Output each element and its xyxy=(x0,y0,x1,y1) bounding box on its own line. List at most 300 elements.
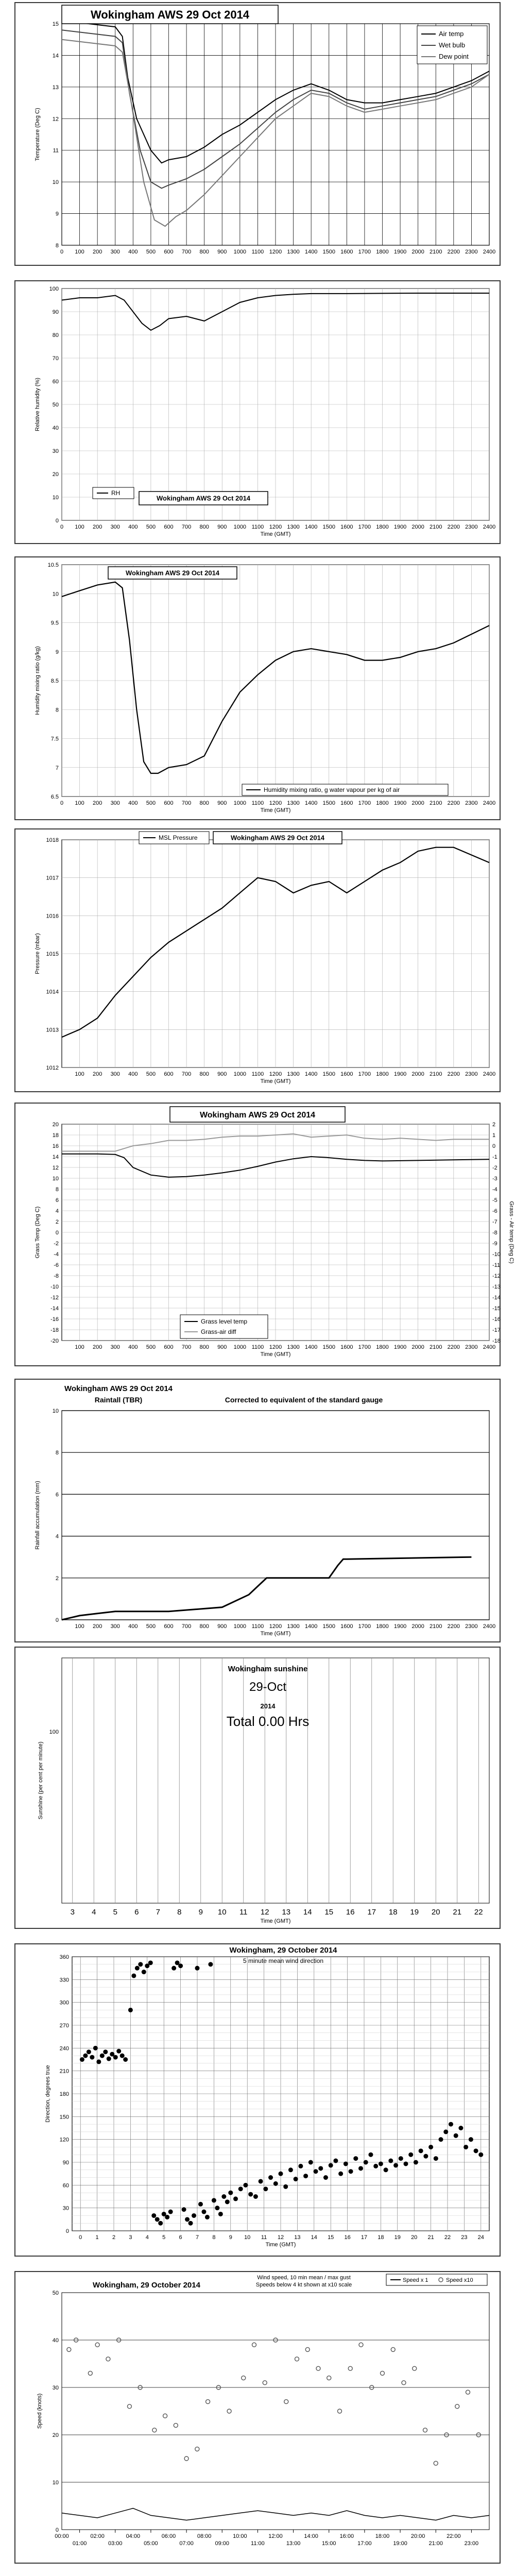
data-point xyxy=(208,1962,213,1967)
x-tick-label: 0 xyxy=(60,249,64,255)
data-point xyxy=(464,2145,468,2149)
data-point xyxy=(100,2054,105,2058)
x-tick-label: 300 xyxy=(110,1344,120,1350)
x-tick-label: 2400 xyxy=(483,1623,496,1630)
y2-tick-label: -12 xyxy=(492,1273,501,1279)
x-tick-label: 1500 xyxy=(322,1344,335,1350)
y-tick-label: 360 xyxy=(59,1954,69,1960)
data-point xyxy=(233,2196,238,2201)
y-tick-label: -12 xyxy=(50,1295,59,1301)
x-tick-label: 0 xyxy=(60,800,64,806)
x-tick-label: 600 xyxy=(164,1344,174,1350)
x-tick-label: 200 xyxy=(92,1071,102,1077)
data-point xyxy=(116,2049,121,2054)
panel-rainfall xyxy=(14,1379,501,1642)
x-tick-label: 22 xyxy=(444,2234,451,2241)
y-tick-label: 0 xyxy=(55,2527,59,2533)
x-tick-label: 200 xyxy=(92,1623,102,1630)
x-tick-label: 20 xyxy=(411,2234,418,2241)
data-point xyxy=(379,2161,383,2166)
x-tick-label: 02:00 xyxy=(90,2533,105,2539)
x-tick-label: 1600 xyxy=(340,800,353,806)
y-tick-label: 8 xyxy=(55,1450,59,1456)
y2-tick-label: -13 xyxy=(492,1284,501,1290)
x-tick-label: 1100 xyxy=(251,1344,264,1350)
x-tick-label: 1000 xyxy=(233,1071,247,1077)
x-tick-label: 1700 xyxy=(358,1344,371,1350)
data-point xyxy=(338,2172,343,2176)
y-tick-label: 10 xyxy=(52,1176,59,1182)
x-tick-label: 700 xyxy=(181,1071,192,1077)
data-point xyxy=(218,2212,223,2216)
x-tick-label: 1200 xyxy=(269,1344,282,1350)
panel-temperature xyxy=(14,2,501,266)
y-tick-label: 30 xyxy=(52,2385,59,2391)
x-axis-label: Time (GMT) xyxy=(260,1631,291,1637)
x-tick-label: 500 xyxy=(146,1344,156,1350)
x-tick-label: 19:00 xyxy=(393,2540,407,2547)
x-tick-label: 1000 xyxy=(233,249,247,255)
x-tick-label: 15 xyxy=(324,1908,334,1917)
x-tick-label: 600 xyxy=(164,524,174,530)
x-tick-label: 2100 xyxy=(430,524,442,530)
data-point xyxy=(478,2153,483,2157)
x-tick-label: 1400 xyxy=(304,800,318,806)
x-tick-label: 200 xyxy=(92,800,102,806)
x-tick-label: 400 xyxy=(128,800,138,806)
data-point xyxy=(80,2057,84,2062)
x-tick-label: 1200 xyxy=(269,1623,282,1630)
x-tick-label: 0 xyxy=(60,524,64,530)
x-tick-label: 15:00 xyxy=(321,2540,336,2547)
data-point xyxy=(123,2057,128,2062)
y-tick-label: 30 xyxy=(62,2205,69,2212)
x-tick-label: 800 xyxy=(199,524,209,530)
x-tick-label: 2200 xyxy=(447,1344,460,1350)
data-point xyxy=(414,2160,418,2165)
data-point xyxy=(138,1962,143,1967)
y-tick-label: 70 xyxy=(52,355,59,362)
y-tick-label: 6.5 xyxy=(50,794,59,800)
data-point xyxy=(171,1966,176,1971)
x-tick-label: 10:00 xyxy=(233,2533,247,2539)
x-tick-label: 500 xyxy=(146,1623,156,1630)
data-point xyxy=(243,2183,248,2188)
x-tick-label: 2300 xyxy=(465,524,478,530)
y-tick-label: 10.5 xyxy=(47,562,59,568)
x-tick-label: 2200 xyxy=(447,249,460,255)
y2-tick-label: 0 xyxy=(492,1143,496,1149)
y-tick-label: 100 xyxy=(49,286,59,292)
x-tick-label: 3 xyxy=(129,2234,132,2241)
x-tick-label: 4 xyxy=(92,1908,96,1917)
x-tick-label: 100 xyxy=(75,524,84,530)
data-point xyxy=(358,2166,363,2171)
data-point xyxy=(128,2008,133,2012)
chart-title: Wokingham sunshine xyxy=(228,1665,308,1673)
y-tick-label: 1012 xyxy=(46,1065,59,1071)
data-point xyxy=(113,2055,118,2060)
x-tick-label: 200 xyxy=(92,524,102,530)
x-tick-label: 08:00 xyxy=(197,2533,212,2539)
x-tick-label: 1300 xyxy=(287,524,300,530)
y-tick-label: 10 xyxy=(52,179,59,186)
legend-label: MSL Pressure xyxy=(159,834,198,841)
x-tick-label: 1200 xyxy=(269,524,282,530)
y-tick-label: 8 xyxy=(55,243,59,249)
data-point xyxy=(353,2156,358,2161)
chart-rainfall xyxy=(15,1380,502,1643)
y-tick-label: 15 xyxy=(52,21,59,27)
x-tick-label: 1400 xyxy=(304,1623,318,1630)
data-point xyxy=(195,1966,200,1971)
chart-subtitle-1: Wind speed, 10 min mean / max gust xyxy=(257,2275,351,2281)
plot-area xyxy=(62,2293,489,2530)
data-point xyxy=(404,2161,408,2166)
x-tick-label: 18:00 xyxy=(375,2533,390,2539)
chart-title: Wokingham AWS 29 Oct 2014 xyxy=(199,1110,316,1120)
x-tick-label: 1400 xyxy=(304,1071,318,1077)
x-tick-label: 2300 xyxy=(465,1344,478,1350)
data-point xyxy=(449,2122,453,2127)
data-point xyxy=(458,2126,463,2130)
x-tick-label: 900 xyxy=(217,524,227,530)
x-tick-label: 23 xyxy=(461,2234,468,2241)
x-tick-label: 1900 xyxy=(393,800,407,806)
data-point xyxy=(83,2054,88,2058)
x-tick-label: 700 xyxy=(181,249,192,255)
x-tick-label: 1300 xyxy=(287,800,300,806)
x-tick-label: 600 xyxy=(164,1071,174,1077)
y-tick-label: 6 xyxy=(55,1197,59,1204)
data-point xyxy=(103,2049,108,2054)
data-point xyxy=(384,2167,388,2172)
y-tick-label: 2 xyxy=(55,1575,59,1582)
y-tick-label: 1014 xyxy=(46,989,59,995)
data-point xyxy=(329,2163,333,2167)
x-tick-label: 100 xyxy=(75,1344,84,1350)
y-tick-label: 0 xyxy=(55,1230,59,1236)
y-tick-label: 12 xyxy=(52,116,59,123)
y2-tick-label: -7 xyxy=(492,1219,497,1225)
x-tick-label: 13:00 xyxy=(286,2540,301,2547)
x-tick-label: 6 xyxy=(179,2234,182,2241)
x-tick-label: 900 xyxy=(217,800,227,806)
chart-temperature xyxy=(15,3,502,267)
x-tick-label: 2200 xyxy=(447,1071,460,1077)
legend-label: RH xyxy=(111,489,121,497)
y-tick-label: 20 xyxy=(52,471,59,478)
x-tick-label: 2100 xyxy=(430,1071,442,1077)
x-tick-label: 2400 xyxy=(483,249,496,255)
data-point xyxy=(228,2191,233,2195)
x-tick-label: 19 xyxy=(410,1908,419,1917)
x-tick-label: 14:00 xyxy=(304,2533,318,2539)
y-tick-label: -18 xyxy=(50,1327,59,1333)
y-tick-label: 1017 xyxy=(46,875,59,882)
x-axis-label: Time (GMT) xyxy=(260,1351,291,1358)
panel-wind-speed xyxy=(14,2271,501,2564)
y2-tick-label: -2 xyxy=(492,1165,497,1171)
x-tick-label: 1600 xyxy=(340,249,353,255)
y2-tick-label: -6 xyxy=(492,1208,497,1214)
data-point xyxy=(303,2174,308,2178)
data-point xyxy=(198,2202,203,2207)
chart-wind-speed xyxy=(15,2272,502,2565)
data-point xyxy=(253,2194,258,2199)
x-tick-label: 500 xyxy=(146,249,156,255)
x-tick-label: 100 xyxy=(75,1623,84,1630)
x-tick-label: 1700 xyxy=(358,800,371,806)
x-tick-label: 1900 xyxy=(393,1071,407,1077)
data-point xyxy=(294,2177,298,2181)
y-tick-label: 330 xyxy=(59,1977,69,1984)
x-tick-label: 400 xyxy=(128,1344,138,1350)
y-tick-label: -6 xyxy=(54,1262,59,1268)
x-tick-label: 2000 xyxy=(411,800,424,806)
x-tick-label: 500 xyxy=(146,1071,156,1077)
x-tick-label: 1200 xyxy=(269,800,282,806)
data-point xyxy=(308,2160,313,2165)
x-tick-label: 800 xyxy=(199,800,209,806)
x-tick-label: 2400 xyxy=(483,800,496,806)
x-tick-label: 400 xyxy=(128,1071,138,1077)
y-tick-label: 9 xyxy=(55,211,59,217)
y-tick-label: 100 xyxy=(49,1728,59,1735)
x-tick-label: 1300 xyxy=(287,1071,300,1077)
x-tick-label: 10 xyxy=(244,2234,251,2241)
x-tick-label: 800 xyxy=(199,1071,209,1077)
panel-grass-temp xyxy=(14,1103,514,1366)
x-tick-label: 18 xyxy=(388,1908,398,1917)
y2-tick-label: -18 xyxy=(492,1338,501,1344)
x-tick-label: 2100 xyxy=(430,1344,442,1350)
y-tick-label: 50 xyxy=(52,402,59,408)
chart-subtitle: 5 minute mean wind direction xyxy=(243,1957,324,1964)
legend-label: Speed x10 xyxy=(446,2277,473,2283)
x-tick-label: 14 xyxy=(311,2234,317,2241)
y-tick-label: -16 xyxy=(50,1316,59,1323)
x-tick-label: 05:00 xyxy=(144,2540,158,2547)
y-tick-label: 0 xyxy=(55,518,59,524)
y-tick-label: 300 xyxy=(59,1999,69,2006)
x-tick-label: 1900 xyxy=(393,1344,407,1350)
x-tick-label: 1000 xyxy=(233,800,247,806)
x-axis-label: Time (GMT) xyxy=(260,1078,291,1084)
x-tick-label: 1400 xyxy=(304,524,318,530)
x-tick-label: 2000 xyxy=(411,249,424,255)
panel-mixing-ratio xyxy=(14,556,501,820)
legend-label: Humidity mixing ratio, g water vapour per kg of air xyxy=(264,786,400,793)
x-tick-label: 1900 xyxy=(393,1623,407,1630)
y-tick-label: 14 xyxy=(52,1154,59,1160)
y-tick-label: 13 xyxy=(52,84,59,91)
data-point xyxy=(454,2133,458,2138)
x-tick-label: 1300 xyxy=(287,1623,300,1630)
data-point xyxy=(428,2145,433,2149)
legend-label: Grass-air diff xyxy=(201,1328,236,1335)
x-tick-label: 7 xyxy=(156,1908,160,1917)
x-tick-label: 2400 xyxy=(483,1071,496,1077)
data-point xyxy=(215,2206,219,2210)
x-tick-label: 800 xyxy=(199,1623,209,1630)
y-tick-label: -8 xyxy=(54,1273,59,1279)
data-point xyxy=(93,2046,98,2050)
data-point xyxy=(368,2153,373,2157)
x-tick-label: 16:00 xyxy=(339,2533,354,2539)
y-tick-label: 9 xyxy=(55,649,59,655)
y-tick-label: 18 xyxy=(52,1132,59,1139)
chart-wind-direction xyxy=(15,1944,502,2258)
data-point xyxy=(283,2184,288,2189)
y-tick-label: -4 xyxy=(54,1251,59,1258)
y-tick-label: 20 xyxy=(52,2432,59,2438)
data-point xyxy=(364,2160,368,2165)
x-tick-label: 600 xyxy=(164,249,174,255)
x-tick-label: 7 xyxy=(195,2234,199,2241)
y-tick-label: 4 xyxy=(55,1533,59,1540)
y2-tick-label: -11 xyxy=(492,1262,501,1268)
y-tick-label: 10 xyxy=(52,2480,59,2486)
data-point xyxy=(87,2049,91,2054)
y2-tick-label: 1 xyxy=(492,1132,496,1139)
data-point xyxy=(148,1960,153,1965)
legend-label: Dew point xyxy=(439,53,469,60)
chart-subtitle: Raintall (TBR) xyxy=(94,1396,143,1404)
y2-tick-label: -9 xyxy=(492,1241,497,1247)
x-tick-label: 300 xyxy=(110,524,120,530)
x-tick-label: 1100 xyxy=(251,1623,264,1630)
y-tick-label: 2 xyxy=(55,1219,59,1225)
x-tick-label: 1000 xyxy=(233,524,247,530)
x-tick-label: 900 xyxy=(217,249,227,255)
x-tick-label: 12:00 xyxy=(268,2533,283,2539)
x-tick-label: 200 xyxy=(92,249,102,255)
x-tick-label: 1 xyxy=(95,2234,99,2241)
y2-tick-label: -15 xyxy=(492,1306,501,1312)
data-point xyxy=(158,2221,163,2226)
x-tick-label: 19 xyxy=(394,2234,401,2241)
x-tick-label: 2000 xyxy=(411,1344,424,1350)
x-tick-label: 2100 xyxy=(430,249,442,255)
x-tick-label: 700 xyxy=(181,1623,192,1630)
x-tick-label: 2300 xyxy=(465,1623,478,1630)
x-tick-label: 20 xyxy=(431,1908,440,1917)
x-tick-label: 1100 xyxy=(251,249,264,255)
y-tick-label: -20 xyxy=(50,1338,59,1344)
data-point xyxy=(96,2059,101,2064)
data-point xyxy=(131,1973,136,1978)
chart-title: Wokingham, 29 October 2014 xyxy=(93,2281,200,2290)
data-point xyxy=(273,2181,278,2186)
data-point xyxy=(120,2054,125,2058)
chart-date: 29-Oct xyxy=(249,1680,287,1694)
y-tick-label: 8 xyxy=(55,707,59,714)
data-point xyxy=(107,2057,111,2061)
x-tick-label: 11 xyxy=(239,1908,248,1917)
x-tick-label: 200 xyxy=(92,1344,102,1350)
x-tick-label: 2400 xyxy=(483,524,496,530)
plot-area xyxy=(62,1658,489,1903)
y-tick-label: -14 xyxy=(50,1306,59,1312)
x-tick-label: 300 xyxy=(110,249,120,255)
x-tick-label: 1800 xyxy=(376,800,389,806)
x-tick-label: 9 xyxy=(198,1908,203,1917)
data-point xyxy=(90,2055,94,2060)
x-tick-label: 1300 xyxy=(287,1344,300,1350)
data-point xyxy=(393,2163,398,2167)
y-tick-label: 7 xyxy=(55,765,59,771)
x-tick-label: 1000 xyxy=(233,1623,247,1630)
chart-title: Wokingham AWS 29 Oct 2014 xyxy=(230,834,325,842)
data-point xyxy=(165,2215,169,2219)
panel-humidity xyxy=(14,280,501,544)
y-tick-label: -10 xyxy=(50,1284,59,1290)
y-axis-label: Relative humidity (%) xyxy=(35,378,41,431)
y2-tick-label: -1 xyxy=(492,1154,497,1160)
x-tick-label: 12 xyxy=(260,1908,269,1917)
data-point xyxy=(192,2213,196,2218)
y-tick-label: 210 xyxy=(59,2068,69,2075)
x-tick-label: 300 xyxy=(110,1623,120,1630)
x-tick-label: 16 xyxy=(346,1908,355,1917)
x-tick-label: 2300 xyxy=(465,1071,478,1077)
x-tick-label: 0 xyxy=(79,2234,82,2241)
x-tick-label: 1200 xyxy=(269,249,282,255)
y-tick-label: 16 xyxy=(52,1143,59,1149)
y-tick-label: 10 xyxy=(52,1408,59,1414)
data-point xyxy=(188,2221,193,2226)
data-point xyxy=(373,2164,378,2168)
x-tick-label: 17 xyxy=(367,1908,376,1917)
x-tick-label: 400 xyxy=(128,249,138,255)
y2-tick-label: -17 xyxy=(492,1327,501,1333)
x-tick-label: 10 xyxy=(217,1908,227,1917)
x-tick-label: 21 xyxy=(453,1908,462,1917)
chart-title: Wokingham AWS 29 Oct 2014 xyxy=(125,569,220,577)
x-tick-label: 1700 xyxy=(358,524,371,530)
y2-tick-label: -5 xyxy=(492,1197,497,1204)
y-axis-label: Direction, degrees true xyxy=(45,2065,51,2123)
x-tick-label: 09:00 xyxy=(215,2540,230,2547)
x-axis-label: Time (GMT) xyxy=(260,1918,291,1924)
y-tick-label: 1016 xyxy=(46,913,59,920)
legend-label: Grass level temp xyxy=(201,1318,248,1325)
x-tick-label: 1700 xyxy=(358,1623,371,1630)
x-tick-label: 700 xyxy=(181,800,192,806)
x-tick-label: 16 xyxy=(344,2234,351,2241)
x-tick-label: 1800 xyxy=(376,249,389,255)
x-tick-label: 8 xyxy=(177,1908,182,1917)
chart-title: Wokingham AWS 29 Oct 2014 xyxy=(90,8,250,21)
x-tick-label: 2200 xyxy=(447,524,460,530)
chart-title: Wokingham AWS 29 Oct 2014 xyxy=(156,494,251,502)
y-axis-label: Humidity mixing ratio (g/kg) xyxy=(35,646,41,715)
data-point xyxy=(439,2137,443,2142)
y-tick-label: 10 xyxy=(52,495,59,501)
x-tick-label: 5 xyxy=(113,1908,117,1917)
x-tick-label: 04:00 xyxy=(126,2533,141,2539)
x-tick-label: 1500 xyxy=(322,249,335,255)
data-point xyxy=(182,2207,186,2212)
x-tick-label: 1800 xyxy=(376,1623,389,1630)
x-tick-label: 20:00 xyxy=(410,2533,425,2539)
x-tick-label: 1800 xyxy=(376,1071,389,1077)
x-tick-label: 1600 xyxy=(340,1071,353,1077)
x-tick-label: 2400 xyxy=(483,1344,496,1350)
y-tick-label: 240 xyxy=(59,2045,69,2052)
x-tick-label: 14 xyxy=(303,1908,312,1917)
